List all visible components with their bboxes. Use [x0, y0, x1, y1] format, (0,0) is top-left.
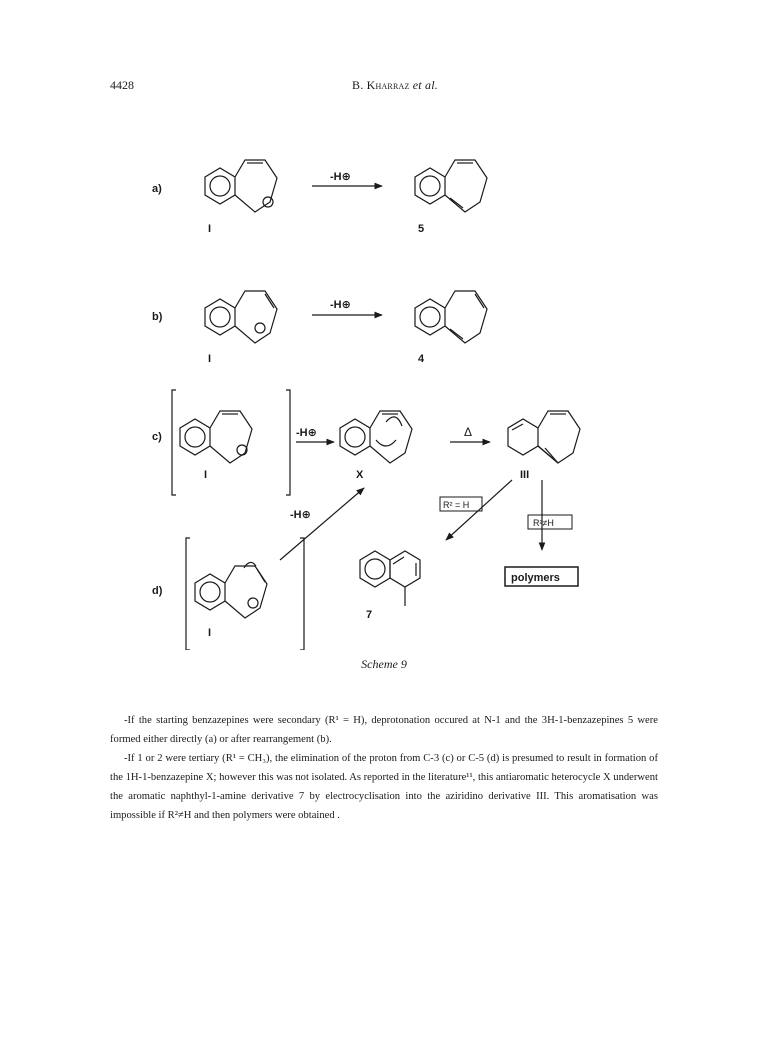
r2-not-h-label: R²≠H	[533, 518, 554, 528]
row-a-product	[415, 160, 487, 212]
row-c-heat: Δ	[464, 425, 473, 439]
aziridine-iii	[508, 411, 580, 463]
naphthylamine-7	[360, 551, 420, 606]
naphthylamine-7-label: 7	[366, 609, 373, 621]
r2-h-label: R² = H	[443, 500, 470, 510]
row-c-reactant	[180, 411, 252, 463]
row-b-label: b)	[152, 311, 163, 323]
polymers-label: polymers	[511, 572, 560, 584]
row-a-product-number: 5	[418, 223, 425, 235]
row-c-label: c)	[152, 431, 162, 443]
row-d-bracket-right	[300, 538, 304, 650]
authors: B. Kharraz	[352, 78, 410, 92]
row-b-start-compound: I	[208, 353, 212, 365]
intermediate-x	[340, 411, 412, 463]
row-d-bracket-left	[186, 538, 190, 650]
row-d-reactant	[195, 562, 267, 618]
row-c-start-compound: I	[204, 469, 208, 481]
intermediate-x-label: X	[356, 469, 364, 481]
body-paragraph-1-text: -If the starting benzazepines were secondary (R¹ = H), deprotonation occured at N-1 and the 3H-1-benzazepines 5 were formed either directly (a) or after rearrangement (b).	[110, 714, 658, 745]
aziridine-iii-label: III	[520, 469, 530, 481]
row-a-reagent: -H⊕	[330, 171, 351, 183]
row-b-product	[415, 291, 487, 343]
row-a-reactant	[205, 160, 277, 212]
page-number: 4428	[110, 78, 134, 92]
scheme-caption: Scheme 9	[361, 657, 407, 671]
row-d-start-compound: I	[208, 627, 212, 639]
row-b-product-number: 4	[418, 353, 425, 365]
row-d-label: d)	[152, 585, 163, 597]
row-a-start-compound: I	[208, 223, 212, 235]
row-b-reagent: -H⊕	[330, 299, 351, 311]
running-header-authors	[352, 78, 438, 93]
row-c-bracket-left	[172, 390, 176, 495]
row-c-reagent: -H⊕	[296, 427, 317, 439]
arrow-iii-to-7	[446, 480, 512, 540]
row-d-reagent: -H⊕	[290, 509, 311, 521]
body-paragraph-2	[110, 749, 658, 825]
body-paragraph-1	[110, 711, 658, 749]
body-paragraph-2-text: -If 1 or 2 were tertiary (R¹ = CH₃), the elimination of the proton from C-3 (c) or C-5 (d) is presumed to result in formation of the 1H-1-benzazepine X; however this was not isolated. As reported in the literature¹¹, this antiaromatic heterocycle X underwent the aromatic naphthyl-1-amine derivative 7 by electrocyclisation into the aziridino derivative III. This aromatisation was impossible if R²≠H and then polymers were obtained .	[110, 752, 658, 821]
authors-suffix: et al.	[412, 78, 438, 92]
row-c-bracket-right	[286, 390, 290, 495]
row-b-reactant	[205, 291, 277, 343]
row-a-label: a)	[152, 183, 162, 195]
reaction-scheme	[150, 140, 650, 650]
arrow-d-to-x	[280, 488, 364, 560]
